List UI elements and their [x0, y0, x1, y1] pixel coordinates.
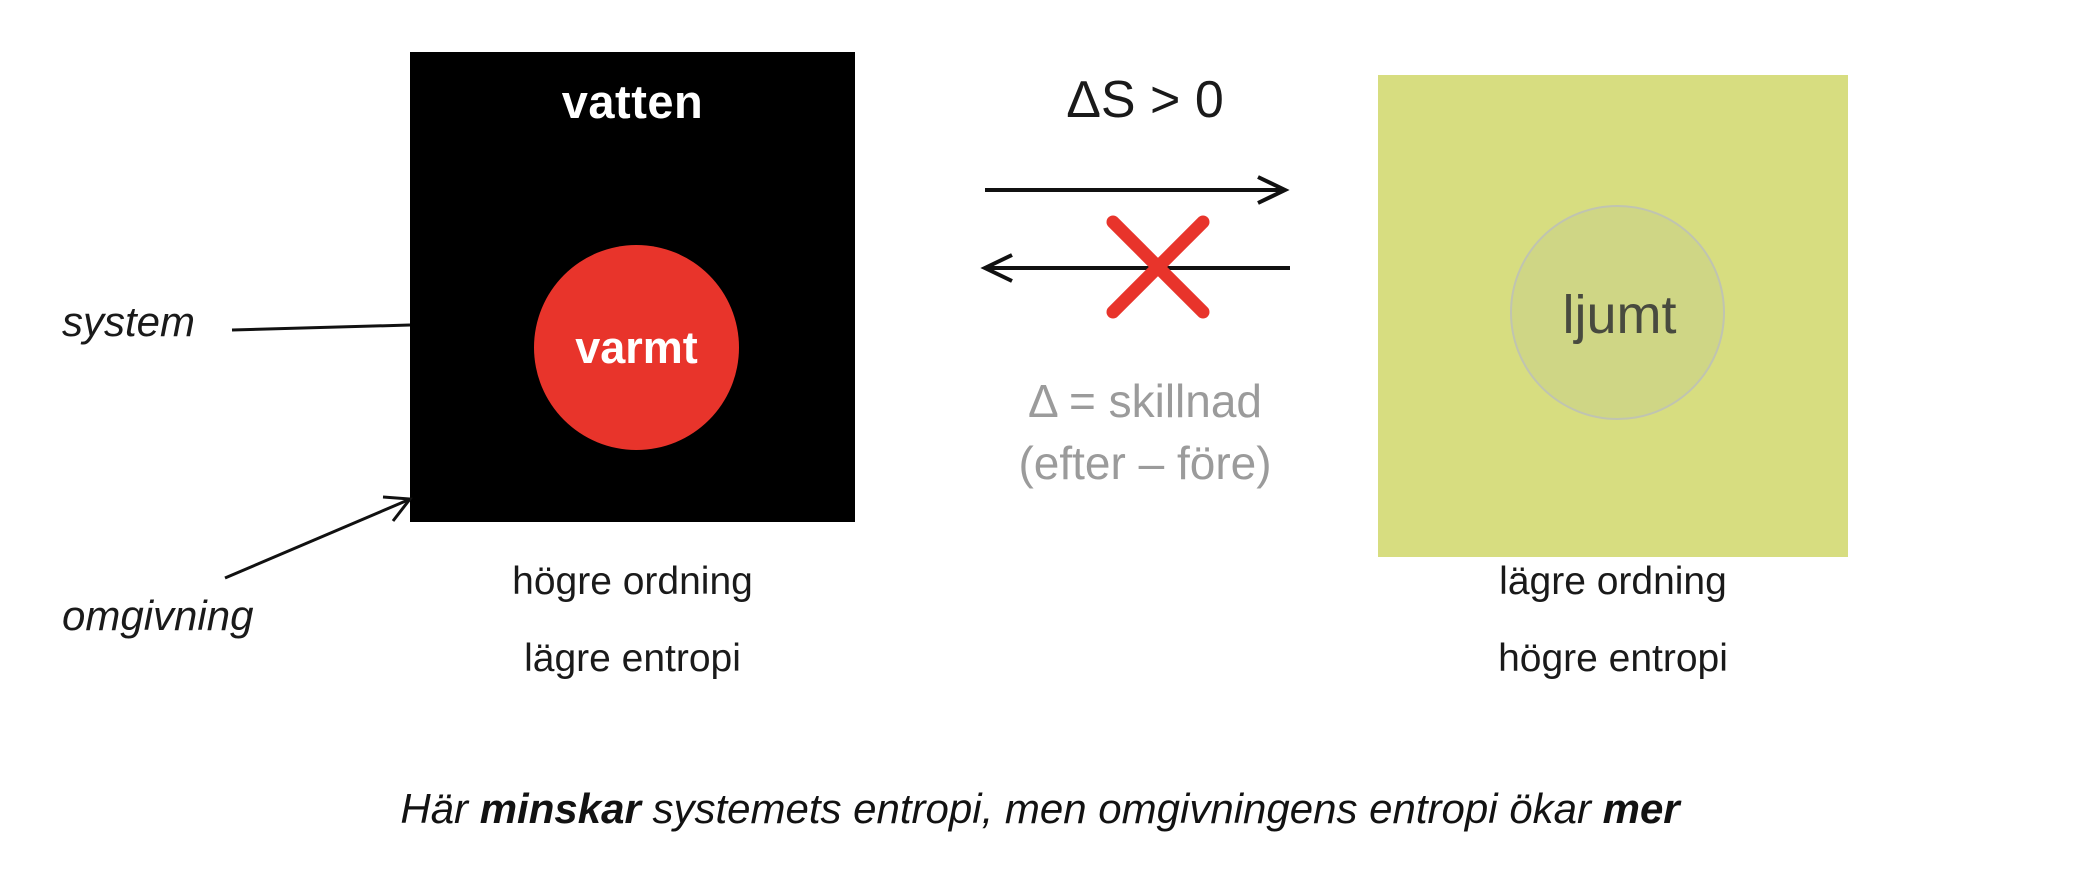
surroundings-leader-arrow	[225, 497, 410, 578]
bottom-text-bold2: mer	[1602, 785, 1680, 832]
delta-explanation	[950, 370, 1340, 494]
hot-water-circle	[534, 245, 739, 450]
surroundings-box	[1378, 75, 1848, 557]
forward-arrow-icon	[985, 177, 1285, 203]
system-caption-line1: högre ordning	[512, 560, 753, 603]
reverse-arrow-icon	[985, 255, 1290, 281]
lukewarm-water-circle	[1510, 205, 1725, 420]
system-caption	[410, 562, 855, 678]
system-caption-line2: lägre entropi	[524, 637, 741, 680]
lukewarm-water-label: ljumt	[1562, 284, 1677, 345]
bottom-text-part1: Här	[400, 785, 480, 832]
bottom-summary-text	[0, 785, 2080, 833]
surroundings-caption-line1: lägre ordning	[1499, 560, 1727, 603]
delta-explanation-line1: Δ = skillnad	[1027, 375, 1263, 427]
surroundings-caption	[1378, 562, 1848, 678]
bottom-text-part2: systemets entropi, men omgivningens entropi ökar	[640, 785, 1603, 832]
delta-explanation-line2: (efter – före)	[1018, 437, 1272, 490]
bottom-text-bold1: minskar	[479, 785, 641, 832]
hot-water-label: varmt	[575, 321, 698, 373]
system-leader-line	[232, 325, 410, 330]
system-box-title: vatten	[561, 75, 704, 128]
surroundings-annotation-label: omgivning	[62, 592, 254, 639]
system-annotation-label: system	[62, 298, 196, 345]
system-box	[410, 52, 855, 522]
cross-mark-icon	[1113, 222, 1203, 312]
delta-s-label: ΔS > 0	[1066, 71, 1224, 129]
surroundings-caption-line2: högre entropi	[1498, 637, 1728, 680]
